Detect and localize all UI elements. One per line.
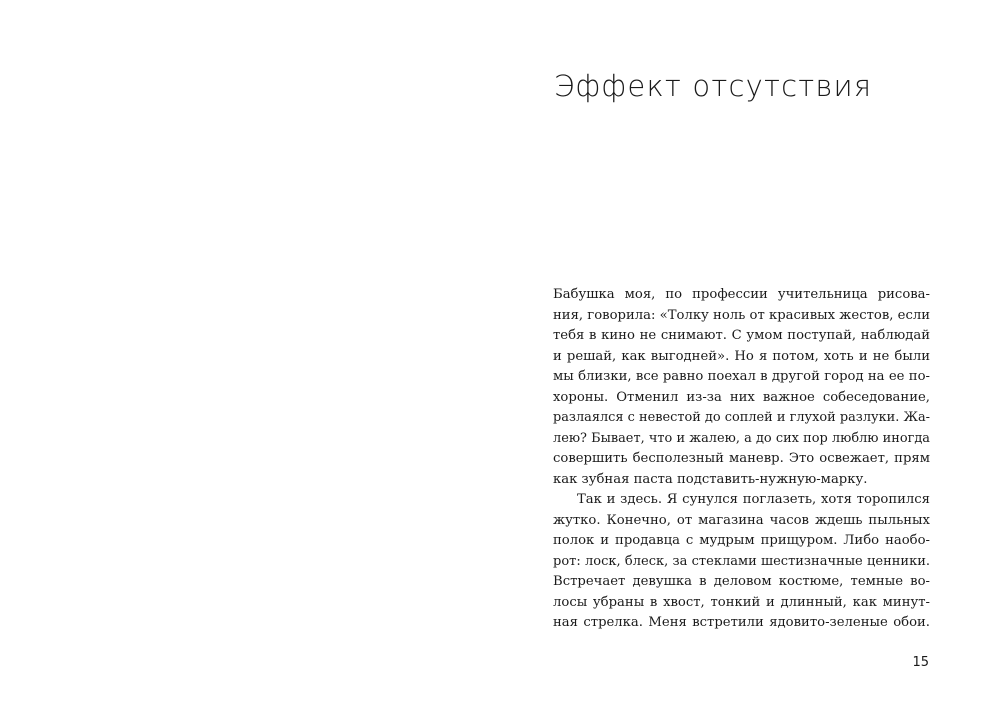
text-line: совершить бесполезный маневр. Это освежает, прям	[553, 451, 930, 466]
right-page	[500, 0, 1000, 708]
text-line: Встречает девушка в деловом костюме, темные во-	[553, 574, 930, 589]
text-line: ная стрелка. Меня встретили ядовито-зеленые обои.	[553, 615, 930, 630]
chapter-title: Эффект отсутствия	[554, 69, 873, 103]
text-line: разлаялся с невестой до соплей и глухой разлуки. Жа-	[553, 410, 930, 425]
text-line: Так и здесь. Я сунулся поглазеть, хотя торопился	[577, 492, 930, 507]
text-line: тебя в кино не снимают. С умом поступай, наблюдай	[553, 328, 930, 343]
text-line: как зубная паста подставить-нужную-марку.	[553, 471, 868, 487]
text-line: лею? Бывает, что и жалею, а до сих пор люблю иногда	[553, 430, 930, 446]
body-text	[553, 285, 930, 634]
text-line: Бабушка моя, по профессии учительница рисова-	[553, 287, 930, 302]
text-line: мы близки, все равно поехал в другой город на ее по-	[553, 369, 930, 384]
text-line: рот: лоск, блеск, за стеклами шестизначные ценники.	[553, 553, 930, 569]
text-line: хороны. Отменил из-за них важное собеседование,	[553, 389, 930, 405]
text-line: лосы убраны в хвост, тонкий и длинный, как минут-	[553, 594, 930, 610]
page-number: 15	[912, 655, 929, 670]
text-line: жутко. Конечно, от магазина часов ждешь пыльных	[553, 512, 930, 528]
text-line: ния, говорила: «Толку ноль от красивых жестов, если	[553, 307, 930, 323]
text-line: и решай, как выгодней». Но я потом, хоть и не были	[553, 348, 930, 364]
text-line: полок и продавца с мудрым прищуром. Либо наобо-	[553, 533, 930, 548]
